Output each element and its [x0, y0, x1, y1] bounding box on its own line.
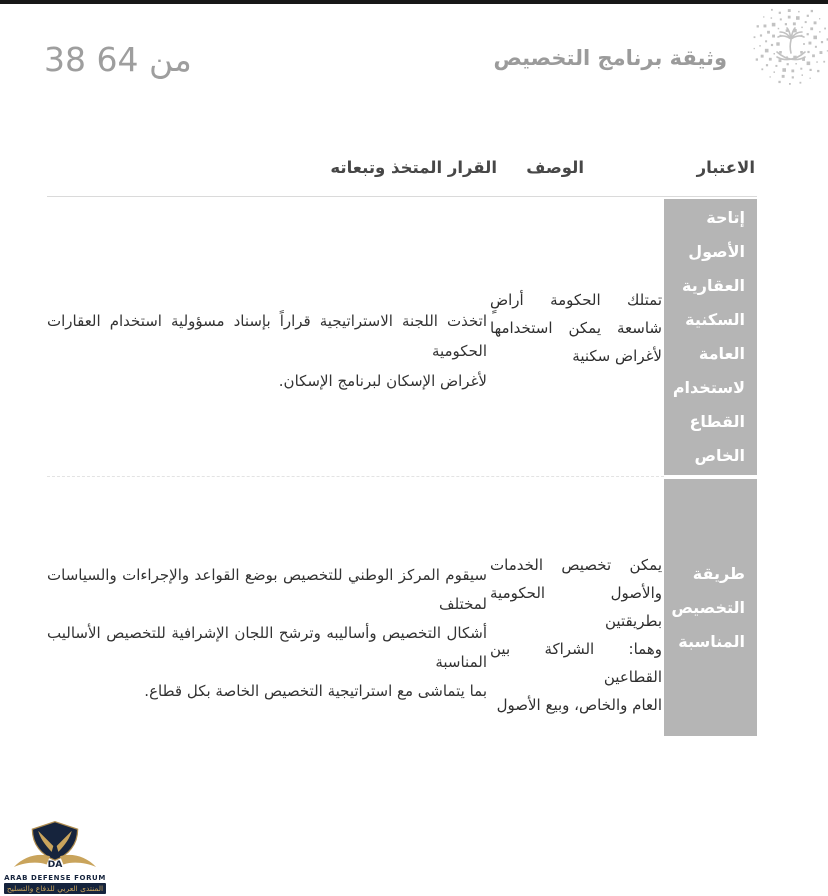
consideration-cell-row1: [664, 199, 757, 475]
decision-cell-row2: [47, 561, 487, 706]
consideration-line: الأصول: [688, 242, 745, 261]
consideration-line: العامة: [698, 344, 745, 363]
consideration-line: طريقة: [692, 563, 745, 583]
description-cell-row1: [490, 286, 662, 370]
row-divider-line: [47, 476, 664, 477]
consideration-line: السكنية: [685, 310, 745, 329]
decision-cell-row1: [47, 306, 487, 396]
page-number: 38 من 64: [44, 40, 192, 79]
decision-line: لأغراض الإسكان لبرنامج الإسكان.: [278, 372, 487, 390]
description-line: شاسعة يمكن استخدامها: [490, 319, 662, 337]
table-header-rule: [47, 196, 757, 197]
consideration-cell-row2: [664, 479, 757, 736]
watermark-name-arabic: المنتدى العربي للدفاع والتسليح: [4, 883, 106, 894]
column-header-consideration: الاعتبار: [696, 158, 755, 177]
description-line: والأصول الحكومية بطريقتين: [490, 584, 662, 630]
description-line: يمكن تخصيص الخدمات: [490, 556, 662, 574]
column-header-description: الوصف: [526, 158, 584, 177]
description-line: العام والخاص، وبيع الأصول: [496, 696, 662, 714]
document-title: وثيقة برنامج التخصيص: [493, 46, 727, 70]
consideration-line: القطاع: [689, 412, 745, 431]
consideration-line: إتاحة: [706, 208, 745, 227]
saudi-emblem-icon: [752, 8, 828, 100]
consideration-line: المناسبة: [678, 631, 745, 651]
description-line: وهما: الشراكة بين القطاعين: [490, 640, 662, 686]
consideration-line: التخصيص: [671, 597, 745, 617]
decision-line: بما يتماشى مع استراتيجية التخصيص الخاصة بكل قطاع.: [144, 682, 487, 700]
decision-line: سيقوم المركز الوطني للتخصيص بوضع القواعد والإجراءات والسياسات لمختلف: [47, 566, 487, 613]
decision-line: اتخذت اللجنة الاستراتيجية قراراً بإسناد مسؤولية استخدام العقارات الحكومية: [47, 312, 487, 360]
description-cell-row2: [490, 551, 662, 719]
arab-defense-forum-watermark: [4, 820, 106, 894]
top-border-bar: [0, 0, 828, 4]
watermark-name-english: ARAB DEFENSE FORUM: [4, 874, 106, 882]
consideration-line: العقارية: [682, 276, 745, 295]
description-line: تمتلك الحكومة أراضٍ: [490, 291, 662, 309]
consideration-line: الخاص: [694, 446, 745, 465]
decision-line: أشكال التخصيص وأساليبه وترشح اللجان الإشرافية للتخصيص الأساليب المناسبة: [47, 624, 487, 671]
column-header-decision: القرار المتخذ وتبعاته: [330, 158, 497, 177]
consideration-line: لاستخدام: [672, 378, 745, 397]
logo-monogram: DA: [47, 858, 63, 870]
shield-wings-icon: [4, 820, 106, 872]
description-line: لأغراض سكنية: [572, 347, 662, 365]
